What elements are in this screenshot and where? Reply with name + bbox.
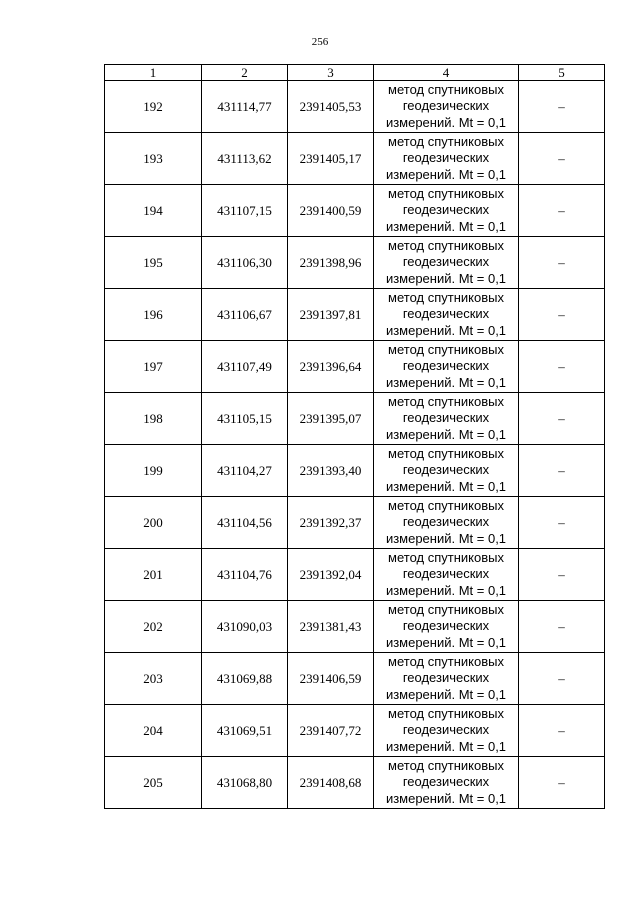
point-number-cell: 192: [105, 81, 202, 133]
column-header-5: 5: [519, 65, 605, 81]
y-coordinate-cell: 2391407,72: [288, 705, 374, 757]
column-header-3: 3: [288, 65, 374, 81]
x-coordinate-cell: 431104,76: [202, 549, 288, 601]
method-cell: метод спутниковых геодезических измерений. Mt = 0,1: [374, 341, 519, 393]
x-coordinate-cell: 431113,62: [202, 133, 288, 185]
point-number-cell: 205: [105, 757, 202, 809]
table-row: [105, 289, 605, 341]
y-coordinate-cell: 2391400,59: [288, 185, 374, 237]
point-number-cell: 201: [105, 549, 202, 601]
note-cell: –: [519, 185, 605, 237]
point-number-cell: 198: [105, 393, 202, 445]
note-cell: –: [519, 653, 605, 705]
table-row: [105, 341, 605, 393]
x-coordinate-cell: 431106,67: [202, 289, 288, 341]
note-cell: –: [519, 445, 605, 497]
table-row: [105, 185, 605, 237]
point-number-cell: 197: [105, 341, 202, 393]
x-coordinate-cell: 431107,15: [202, 185, 288, 237]
x-coordinate-cell: 431069,51: [202, 705, 288, 757]
method-cell: метод спутниковых геодезических измерений. Mt = 0,1: [374, 549, 519, 601]
y-coordinate-cell: 2391398,96: [288, 237, 374, 289]
note-cell: –: [519, 289, 605, 341]
x-coordinate-cell: 431068,80: [202, 757, 288, 809]
x-coordinate-cell: 431104,27: [202, 445, 288, 497]
method-cell: метод спутниковых геодезических измерений. Mt = 0,1: [374, 133, 519, 185]
x-coordinate-cell: 431090,03: [202, 601, 288, 653]
x-coordinate-cell: 431069,88: [202, 653, 288, 705]
point-number-cell: 193: [105, 133, 202, 185]
x-coordinate-cell: 431106,30: [202, 237, 288, 289]
note-cell: –: [519, 549, 605, 601]
y-coordinate-cell: 2391405,53: [288, 81, 374, 133]
note-cell: –: [519, 601, 605, 653]
method-cell: метод спутниковых геодезических измерений. Mt = 0,1: [374, 497, 519, 549]
page-number: 256: [311, 36, 329, 48]
note-cell: –: [519, 81, 605, 133]
y-coordinate-cell: 2391392,04: [288, 549, 374, 601]
method-cell: метод спутниковых геодезических измерений. Mt = 0,1: [374, 81, 519, 133]
point-number-cell: 199: [105, 445, 202, 497]
table-row: [105, 653, 605, 705]
x-coordinate-cell: 431107,49: [202, 341, 288, 393]
column-header-2: 2: [202, 65, 288, 81]
point-number-cell: 200: [105, 497, 202, 549]
method-cell: метод спутниковых геодезических измерений. Mt = 0,1: [374, 289, 519, 341]
y-coordinate-cell: 2391408,68: [288, 757, 374, 809]
note-cell: –: [519, 757, 605, 809]
method-cell: метод спутниковых геодезических измерений. Mt = 0,1: [374, 445, 519, 497]
column-header-4: 4: [374, 65, 519, 81]
note-cell: –: [519, 237, 605, 289]
coordinates-table: [104, 64, 605, 809]
table-row: [105, 393, 605, 445]
note-cell: –: [519, 705, 605, 757]
table-row: [105, 445, 605, 497]
method-cell: метод спутниковых геодезических измерений. Mt = 0,1: [374, 185, 519, 237]
note-cell: –: [519, 393, 605, 445]
table-row: [105, 601, 605, 653]
method-cell: метод спутниковых геодезических измерений. Mt = 0,1: [374, 757, 519, 809]
point-number-cell: 204: [105, 705, 202, 757]
point-number-cell: 194: [105, 185, 202, 237]
y-coordinate-cell: 2391381,43: [288, 601, 374, 653]
method-cell: метод спутниковых геодезических измерений. Mt = 0,1: [374, 601, 519, 653]
x-coordinate-cell: 431114,77: [202, 81, 288, 133]
table-row: [105, 757, 605, 809]
note-cell: –: [519, 133, 605, 185]
point-number-cell: 202: [105, 601, 202, 653]
y-coordinate-cell: 2391395,07: [288, 393, 374, 445]
method-cell: метод спутниковых геодезических измерений. Mt = 0,1: [374, 393, 519, 445]
header-row: [105, 65, 605, 81]
x-coordinate-cell: 431105,15: [202, 393, 288, 445]
table-row: [105, 81, 605, 133]
y-coordinate-cell: 2391392,37: [288, 497, 374, 549]
table-row: [105, 237, 605, 289]
point-number-cell: 203: [105, 653, 202, 705]
column-header-1: 1: [105, 65, 202, 81]
x-coordinate-cell: 431104,56: [202, 497, 288, 549]
note-cell: –: [519, 497, 605, 549]
point-number-cell: 195: [105, 237, 202, 289]
method-cell: метод спутниковых геодезических измерений. Mt = 0,1: [374, 237, 519, 289]
y-coordinate-cell: 2391406,59: [288, 653, 374, 705]
y-coordinate-cell: 2391396,64: [288, 341, 374, 393]
method-cell: метод спутниковых геодезических измерений. Mt = 0,1: [374, 653, 519, 705]
point-number-cell: 196: [105, 289, 202, 341]
method-cell: метод спутниковых геодезических измерений. Mt = 0,1: [374, 705, 519, 757]
table-row: [105, 497, 605, 549]
y-coordinate-cell: 2391393,40: [288, 445, 374, 497]
note-cell: –: [519, 341, 605, 393]
y-coordinate-cell: 2391405,17: [288, 133, 374, 185]
y-coordinate-cell: 2391397,81: [288, 289, 374, 341]
table-row: [105, 549, 605, 601]
table-row: [105, 705, 605, 757]
table-row: [105, 133, 605, 185]
